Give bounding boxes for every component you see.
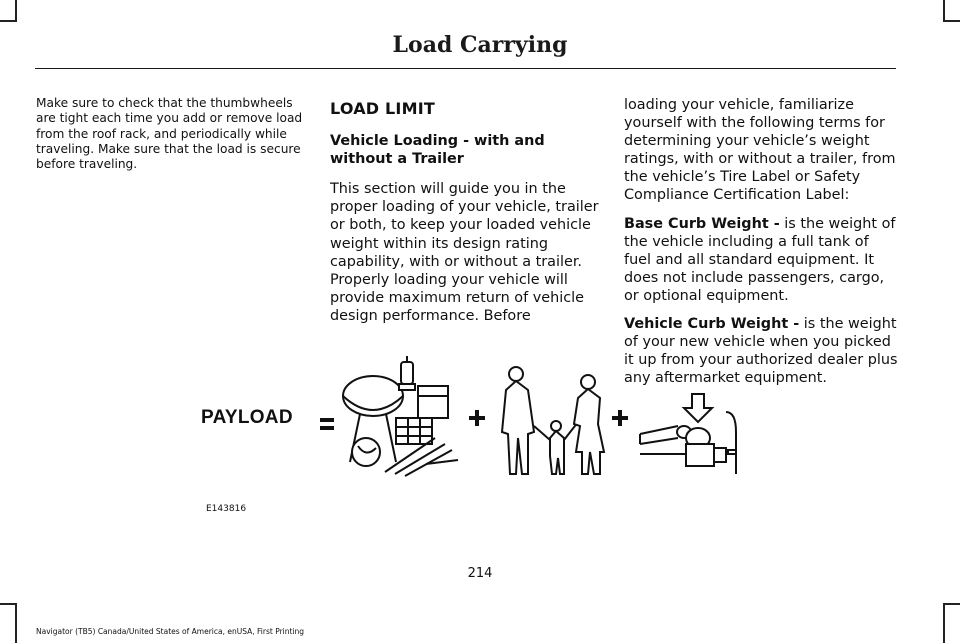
payload-illustration	[190, 352, 750, 492]
payload-figure-graphic	[190, 352, 750, 492]
family-icon	[502, 367, 604, 474]
column-2	[330, 96, 602, 335]
equals-icon	[320, 418, 334, 430]
crop-mark	[0, 603, 17, 605]
footer-text: Navigator (TB5) Canada/United States of America, enUSA, First Printing	[36, 627, 305, 636]
term-label: Vehicle Curb Weight -	[624, 316, 800, 333]
trailer-hitch-icon	[640, 394, 736, 474]
crop-mark	[15, 603, 17, 643]
crop-mark	[943, 0, 945, 22]
sub-heading: Vehicle Loading - with and without a Trailer	[330, 133, 545, 168]
load-limit-paragraph: This section will guide you in the proper loading of your vehicle, trailer or both, to keep your loaded vehicle weight within its design rating capability, with or without a trailer. Properly loading your vehicle will provide maximum return of vehicle design performance. Before	[330, 181, 599, 324]
figure-code: E143816	[206, 504, 247, 514]
crop-mark	[943, 20, 960, 22]
payload-label: PAYLOAD	[201, 407, 293, 428]
crop-mark	[15, 0, 17, 22]
plus-icon	[612, 410, 628, 426]
crop-mark	[943, 603, 960, 605]
column-1	[36, 96, 304, 182]
header-rule	[35, 68, 896, 69]
section-heading: LOAD LIMIT	[330, 99, 435, 118]
page-number: 214	[467, 566, 493, 581]
base-curb-weight-definition	[624, 215, 898, 305]
cargo-icon	[343, 356, 458, 476]
crop-mark	[943, 603, 945, 643]
crop-mark	[0, 20, 17, 22]
page-title: Load Carrying	[392, 32, 568, 58]
plus-icon	[469, 410, 485, 426]
intro-paragraph: loading your vehicle, familiarize yourself with the following terms for determining your vehicle’s weight ratings, with or without a trailer, from the vehicle’s Tire Label or Safety Compliance Certification Label:	[624, 97, 896, 204]
term-text: is the weight of the vehicle including a full tank of fuel and all standard equipment. It does not include passengers, cargo, or optional equipment.	[624, 215, 896, 304]
term-label: Base Curb Weight -	[624, 215, 780, 232]
roof-rack-paragraph: Make sure to check that the thumbwheels are tight each time you add or remove load from the roof rack, and periodically while traveling. Make sure that the load is secure before traveling.	[36, 96, 303, 172]
term-text: is the weight of your new vehicle when you picked it up from your authorized dealer plus any aftermarket equipment.	[624, 316, 898, 387]
